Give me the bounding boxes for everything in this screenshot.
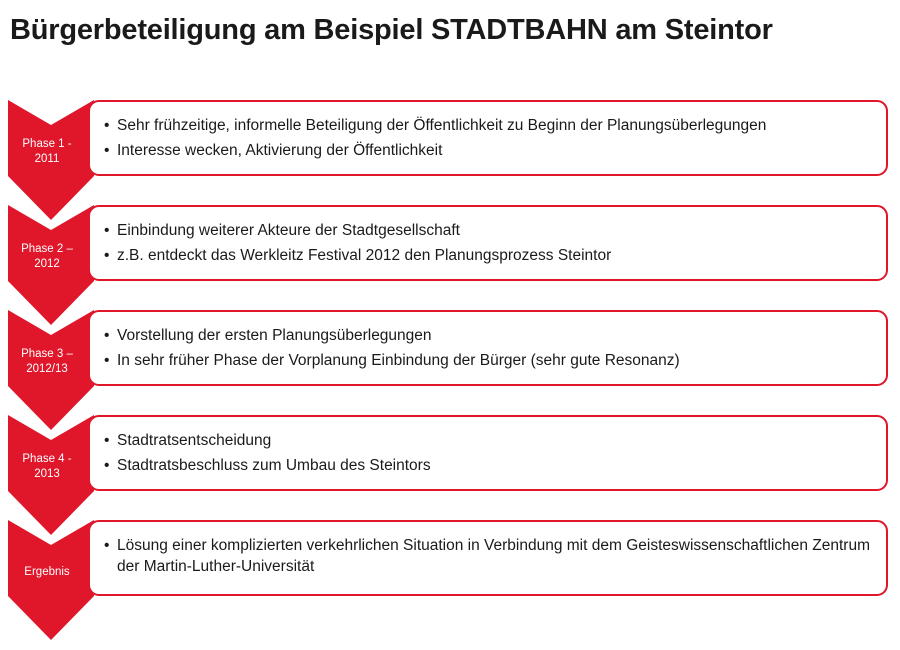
bullet-item: • In sehr früher Phase der Vorplanung Einbindung der Bürger (sehr gute Resonanz) [104,352,680,369]
phase-1-box [88,100,888,176]
bullet-item: • Einbindung weiterer Akteure der Stadtgesellschaft [104,222,460,239]
slide-title: Bürgerbeteiligung am Beispiel STADTBAHN am Steintor [10,14,773,46]
phase-4-bullets [104,430,876,477]
phase-1 [0,100,900,220]
phase-3 [0,310,900,430]
bullet-item: • Interesse wecken, Aktivierung der Öffentlichkeit [104,142,443,159]
phase-1-bullets [104,115,876,162]
phase-result [0,520,900,640]
phase-4-box [88,415,888,491]
bullet-item: • Lösung einer komplizierten verkehrlichen Situation in Verbindung mit dem Geisteswissenschaftlichen Zentrum der Martin-Luther-Universität [104,537,870,575]
phase-result-box [88,520,888,596]
phase-4 [0,415,900,535]
phase-3-box [88,310,888,386]
bullet-item: • Vorstellung der ersten Planungsüberlegungen [104,327,432,344]
bullet-item: • Stadtratsentscheidung [104,432,272,449]
phase-4-label: Phase 4 - 2013 [22,453,72,480]
phase-3-bullets [104,325,876,372]
bullet-item: • Stadtratsbeschluss zum Umbau des Steintors [104,457,431,474]
phase-1-label: Phase 1 - 2011 [22,138,72,165]
phase-2 [0,205,900,325]
phase-2-bullets [104,220,876,267]
phase-result-bullets [104,535,876,577]
phase-2-box [88,205,888,281]
phase-result-label: Ergebnis [24,565,70,578]
bullet-item: • z.B. entdeckt das Werkleitz Festival 2012 den Planungsprozess Steintor [104,247,612,264]
phase-2-label: Phase 2 – 2012 [21,243,73,270]
bullet-item: • Sehr frühzeitige, informelle Beteiligung der Öffentlichkeit zu Beginn der Planungsüberlegungen [104,117,767,134]
phase-3-label: Phase 3 – 2012/13 [21,348,73,375]
